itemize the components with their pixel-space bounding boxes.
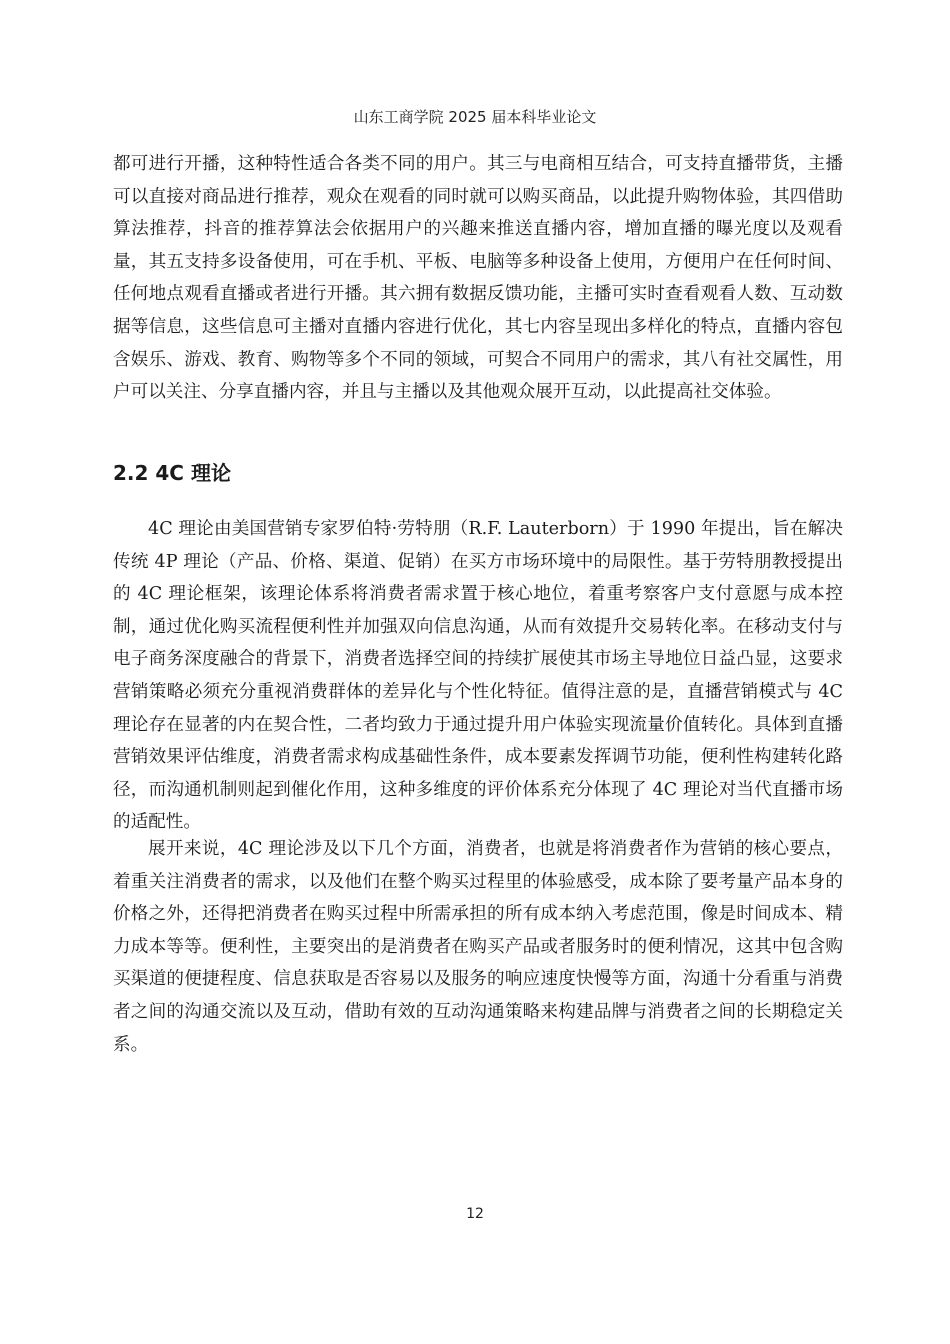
header-divider xyxy=(113,132,843,133)
page-number: 12 xyxy=(466,1206,484,1222)
body-paragraph-1: 都可进行开播，这种特性适合各类不同的用户。其三与电商相互结合，可支持直播带货，主播可以直接对商品进行推荐，观众在观看的同时就可以购买商品，以此提升购物体验，其四借助算法推荐，抖音的推荐算法会依据用户的兴趣来推送直播内容，增加直播的曝光度以及观看量，其五支持多设备使用，可在手机、平板、电脑等多种设备上使用，方便用户在任何时间、任何地点观看直播或者进行开播。其六拥有数据反馈功能，主播可实时查看观看人数、互动数据等信息，这些信息可主播对直播内容进行优化，其七内容呈现出多样化的特点，直播内容包含娱乐、游戏、教育、购物等多个不同的领域，可契合不同用户的需求，其八有社交属性，用户可以关注、分享直播内容，并且与主播以及其他观众展开互动，以此提高社交体验。 xyxy=(113,154,843,403)
section-heading: 2.2 4C 理论 xyxy=(113,461,231,485)
body-paragraph-3: 展开来说，4C 理论涉及以下几个方面，消费者，也就是将消费者作为营销的核心要点，着重关注消费者的需求，以及他们在整个购买过程里的体验感受，成本除了要考量产品本身的价格之外，还得把消费者在购买过程中所需承担的所有成本纳入考虑范围，像是时间成本、精力成本等等。便利性，主要突出的是消费者在购买产品或者服务时的便利情况，这其中包含购买渠道的便捷程度、信息获取是否容易以及服务的响应速度快慢等方面，沟通十分看重与消费者之间的沟通交流以及互动，借助有效的互动沟通策略来构建品牌与消费者之间的长期稳定关系。 xyxy=(113,839,843,1055)
running-header: 山东工商学院 2025 届本科毕业论文 xyxy=(353,108,597,126)
body-paragraph-2: 4C 理论由美国营销专家罗伯特·劳特朋（R.F. Lauterborn）于 1990 年提出，旨在解决传统 4P 理论（产品、价格、渠道、促销）在买方市场环境中的局限性。基于劳特朋教授提出的 4C 理论框架，该理论体系将消费者需求置于核心地位，着重考察客户支付意愿与成本控制，通过优化购买流程便利性并加强双向信息沟通，从而有效提升交易转化率。在移动支付与电子商务深度融合的背景下，消费者选择空间的持续扩展使其市场主导地位日益凸显，这要求营销策略必须充分重视消费群体的差异化与个性化特征。值得注意的是，直播营销模式与 4C 理论存在显著的内在契合性，二者均致力于通过提升用户体验实现流量价值转化。具体到直播营销效果评估维度，消费者需求构成基础性条件，成本要素发挥调节功能，便利性构建转化路径，而沟通机制则起到催化作用，这种多维度的评价体系充分体现了 4C 理论对当代直播市场的适配性。 xyxy=(113,519,843,833)
